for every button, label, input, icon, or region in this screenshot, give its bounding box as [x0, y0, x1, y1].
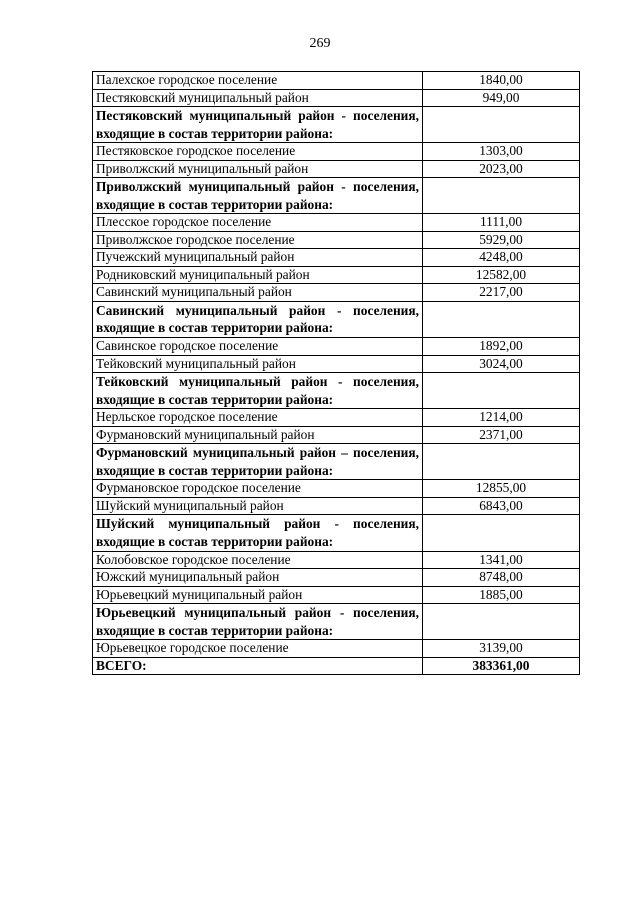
row-value-cell: 2217,00: [423, 284, 580, 302]
row-name-cell: Юрьевецкий муниципальный район - поселения, входящие в состав территории района:: [93, 604, 423, 640]
row-name-cell: Шуйский муниципальный район - поселения, входящие в состав территории района:: [93, 515, 423, 551]
row-value-cell: 383361,00: [423, 657, 580, 675]
table-row: [93, 89, 580, 107]
row-name-cell: Пучежский муниципальный район: [93, 249, 423, 267]
row-name-cell: Южский муниципальный район: [93, 569, 423, 587]
row-value-cell: [423, 373, 580, 409]
table-row: [93, 338, 580, 356]
row-name-cell: Тейковский муниципальный район: [93, 355, 423, 373]
table-row: [93, 231, 580, 249]
table-row: [93, 72, 580, 90]
table-total-row: [93, 657, 580, 675]
table-row: [93, 143, 580, 161]
row-name-cell: Пестяковский муниципальный район - поселения, входящие в состав территории района:: [93, 107, 423, 143]
row-name-cell: Шуйский муниципальный район: [93, 497, 423, 515]
row-value-cell: 2023,00: [423, 160, 580, 178]
table-section-header-row: [93, 107, 580, 143]
row-value-cell: 6843,00: [423, 497, 580, 515]
row-value-cell: 1892,00: [423, 338, 580, 356]
appropriations-table: [92, 71, 580, 675]
row-value-cell: [423, 178, 580, 214]
table-row: [93, 284, 580, 302]
row-name-cell: Приволжский муниципальный район - поселения, входящие в состав территории района:: [93, 178, 423, 214]
row-value-cell: 8748,00: [423, 569, 580, 587]
table-section-header-row: [93, 604, 580, 640]
table-row: [93, 160, 580, 178]
row-name-cell: Плесское городское поселение: [93, 214, 423, 232]
row-value-cell: 949,00: [423, 89, 580, 107]
table-section-header-row: [93, 301, 580, 337]
row-value-cell: [423, 107, 580, 143]
row-name-cell: Юрьевецкое городское поселение: [93, 640, 423, 658]
row-value-cell: 1111,00: [423, 214, 580, 232]
table-row: [93, 409, 580, 427]
row-value-cell: 12582,00: [423, 266, 580, 284]
row-name-cell: Савинский муниципальный район - поселения, входящие в состав территории района:: [93, 301, 423, 337]
table-row: [93, 551, 580, 569]
row-value-cell: 3139,00: [423, 640, 580, 658]
row-name-cell: Пестяковское городское поселение: [93, 143, 423, 161]
table-row: [93, 266, 580, 284]
row-value-cell: 3024,00: [423, 355, 580, 373]
table-row: [93, 569, 580, 587]
row-value-cell: 1341,00: [423, 551, 580, 569]
table-row: [93, 640, 580, 658]
row-value-cell: 2371,00: [423, 426, 580, 444]
row-value-cell: 12855,00: [423, 480, 580, 498]
row-name-cell: Приволжский муниципальный район: [93, 160, 423, 178]
row-value-cell: 1214,00: [423, 409, 580, 427]
row-name-cell: ВСЕГО:: [93, 657, 423, 675]
row-name-cell: Савинский муниципальный район: [93, 284, 423, 302]
table-row: [93, 214, 580, 232]
table-section-header-row: [93, 373, 580, 409]
row-value-cell: [423, 301, 580, 337]
row-value-cell: 5929,00: [423, 231, 580, 249]
table-section-header-row: [93, 515, 580, 551]
table-row: [93, 249, 580, 267]
table-section-header-row: [93, 178, 580, 214]
row-value-cell: [423, 515, 580, 551]
row-name-cell: Родниковский муниципальный район: [93, 266, 423, 284]
row-name-cell: Юрьевецкий муниципальный район: [93, 586, 423, 604]
table-row: [93, 480, 580, 498]
table-body: [93, 72, 580, 675]
row-name-cell: Тейковский муниципальный район - поселения, входящие в состав территории района:: [93, 373, 423, 409]
row-value-cell: 1840,00: [423, 72, 580, 90]
row-value-cell: 4248,00: [423, 249, 580, 267]
row-name-cell: Савинское городское поселение: [93, 338, 423, 356]
row-name-cell: Фурмановский муниципальный район: [93, 426, 423, 444]
row-name-cell: Фурмановский муниципальный район – поселения, входящие в состав территории района:: [93, 444, 423, 480]
table-row: [93, 586, 580, 604]
row-name-cell: Колобовское городское поселение: [93, 551, 423, 569]
row-value-cell: [423, 444, 580, 480]
row-name-cell: Палехское городское поселение: [93, 72, 423, 90]
row-name-cell: Фурмановское городское поселение: [93, 480, 423, 498]
row-name-cell: Нерльское городское поселение: [93, 409, 423, 427]
table-row: [93, 426, 580, 444]
row-value-cell: 1303,00: [423, 143, 580, 161]
row-value-cell: 1885,00: [423, 586, 580, 604]
table-section-header-row: [93, 444, 580, 480]
page-number: 269: [309, 36, 331, 51]
table-row: [93, 355, 580, 373]
row-name-cell: Приволжское городское поселение: [93, 231, 423, 249]
row-name-cell: Пестяковский муниципальный район: [93, 89, 423, 107]
row-value-cell: [423, 604, 580, 640]
table-row: [93, 497, 580, 515]
